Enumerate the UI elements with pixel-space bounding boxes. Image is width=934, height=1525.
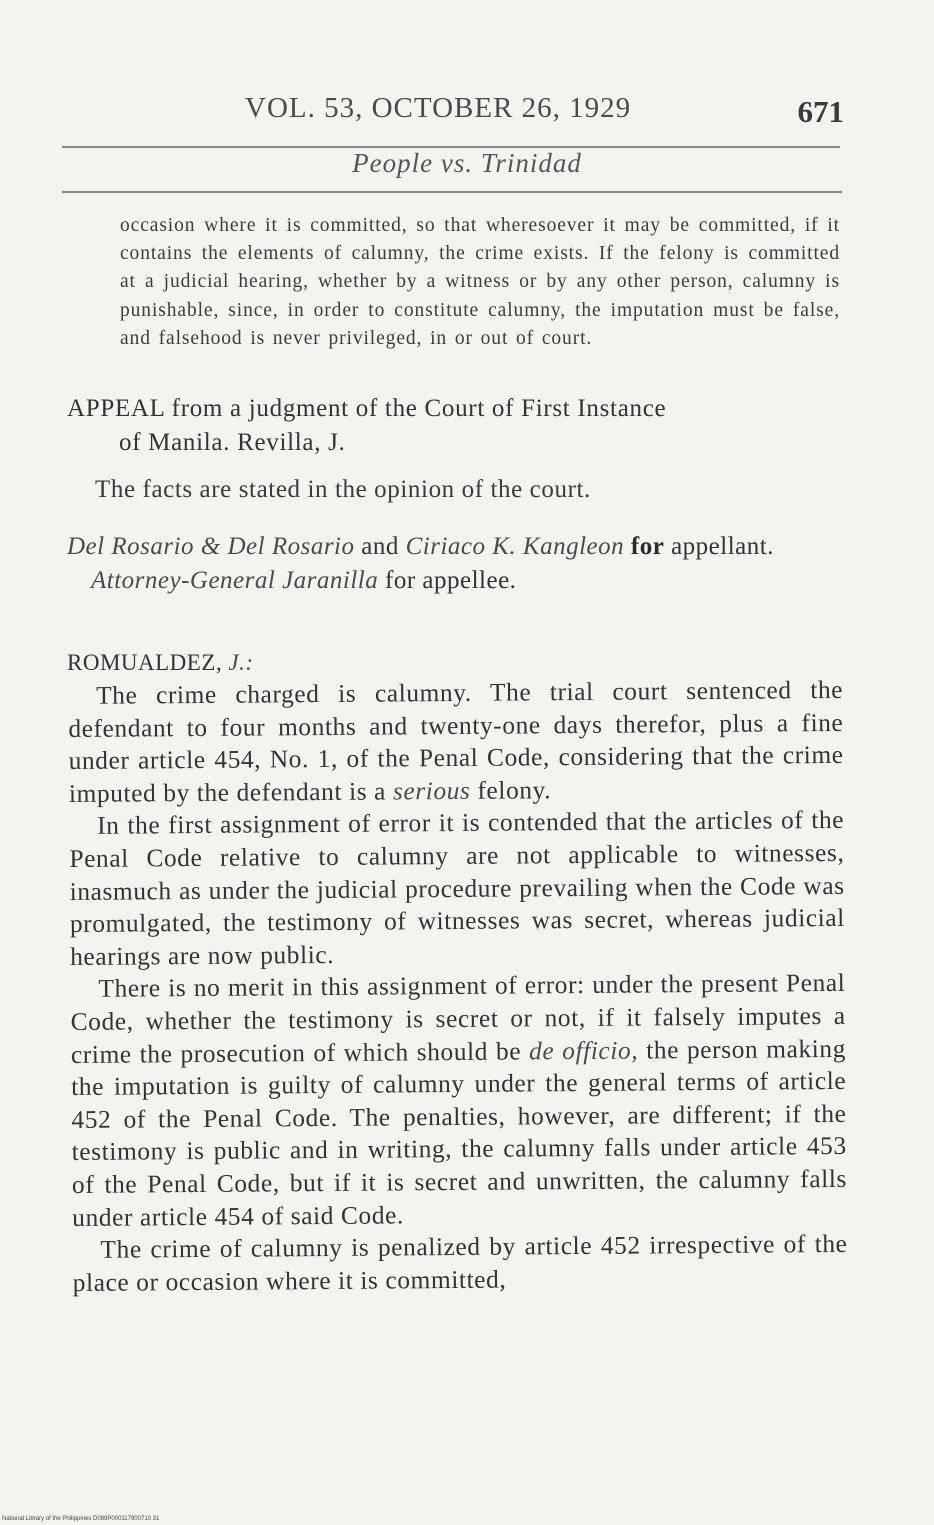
volume-date: VOL. 53, OCTOBER 26, 1929 <box>245 92 632 124</box>
p3-italic: de officio, <box>528 1036 639 1065</box>
p1-italic: serious <box>392 776 471 806</box>
opinion-body <box>68 674 848 1299</box>
p3-text-end: the person making the imputation is guilty of calumny under the general terms of article 452 of the Penal Code. The penalties, however, are different; if the testimony is public and in writing, the calumny falls under article 453 of the Penal Code, but if it is secret and unwritten, the calumny falls under article 454 of said Code. <box>71 1034 848 1232</box>
opinion-paragraph-1 <box>68 674 844 810</box>
appeal-line-1: APPEAL from a judgment of the Court of First Instance <box>67 395 667 422</box>
running-head <box>60 92 844 132</box>
appellee-label: for appellee. <box>385 567 517 594</box>
ponente-name: ROMUALDEZ, <box>67 650 223 675</box>
footer-note: National Library of the Philippines D089P000117900710 31 <box>2 1516 160 1522</box>
appellant-counsel-2: Ciriaco K. Kangleon <box>405 533 625 560</box>
counsel-and: and <box>361 533 399 560</box>
appellee-counsel: Attorney-General Jaranilla <box>91 567 379 594</box>
case-title: People vs. Trinidad <box>352 148 582 178</box>
facts-statement: The facts are stated in the opinion of the court. <box>95 476 591 503</box>
appeal-statement <box>67 392 842 460</box>
counsel-block <box>67 530 842 598</box>
opinion-paragraph-3 <box>70 967 847 1234</box>
opinion-paragraph-4: The crime of calumny is penalized by article 452 irrespective of the place or occasion where it is committed, <box>72 1229 848 1297</box>
ponente <box>67 650 254 676</box>
appellant-label: appellant. <box>671 533 774 560</box>
p1-text: The crime charged is calumny. The trial court sentenced the defendant to four months and twenty-one days therefor, plus a fine under article 454, No. 1, of the Penal Code, considering that the crime imputed by the defendant is a <box>68 675 844 808</box>
page-number: 671 <box>797 94 844 129</box>
p1-text-end: felony. <box>477 775 552 805</box>
ponente-title: J.: <box>228 650 254 675</box>
appellant-counsel-1: Del Rosario & Del Rosario <box>67 533 355 560</box>
p3-text: There is no merit in this assignment of error: under the present Penal Code, whether the testimony is secret or not, if it falsely imputes a crime the prosecution of which should be <box>70 969 846 1069</box>
header-rule-bottom <box>62 191 842 193</box>
syllabus-text: occasion where it is committed, so that wheresoever it may be committed, if it contains the elements of calumny, the crime exists. If the felony is committed at a judicial hearing, whether by a witness or by any other person, calumny is punishable, since, in order to constitute calumny, the imputation must be false, and falsehood is never privileged, in or out of court. <box>120 215 840 349</box>
counsel-for: for <box>630 533 665 560</box>
appeal-line-2: of Manila. Revilla, J. <box>119 429 346 456</box>
opinion-paragraph-2: In the first assignment of error it is contended that the articles of the Penal Code relative to calumny are not applicable to witnesses, inasmuch as under the judicial procedure prevailing when the Code was promulgated, the testimony of witnesses was secret, whereas judicial hearings are now public. <box>69 806 846 971</box>
appellee-line <box>67 564 842 598</box>
